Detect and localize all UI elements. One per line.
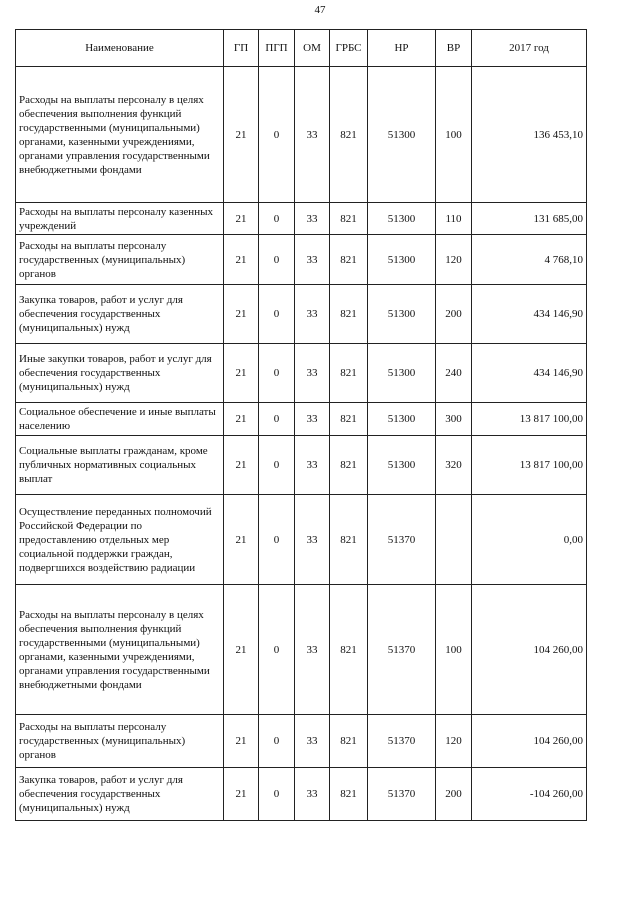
header-name: Наименование (16, 30, 224, 67)
page-number: 47 (314, 4, 326, 16)
table-row (16, 495, 587, 585)
table-row (16, 585, 587, 715)
row-name: Закупка товаров, работ и услуг для обеспечения государственных (муниципальных) нужд (16, 768, 224, 821)
row-name: Расходы на выплаты персоналу в целях обеспечения выполнения функций государственными (муниципальными) органами, казенными учреждениями, органами управления государственными внебюджетными фондами (16, 585, 224, 715)
row-pgp: 0 (259, 67, 295, 203)
table-row (16, 285, 587, 344)
row-vr: 110 (436, 203, 472, 235)
row-amount: 104 260,00 (472, 715, 587, 768)
row-gp: 21 (224, 285, 259, 344)
row-nr: 51370 (368, 715, 436, 768)
row-nr: 51300 (368, 285, 436, 344)
row-pgp: 0 (259, 235, 295, 285)
row-om: 33 (295, 285, 330, 344)
header-vr: ВР (436, 30, 472, 67)
row-nr: 51370 (368, 585, 436, 715)
table-row (16, 436, 587, 495)
row-name: Осуществление переданных полномочий Российской Федерации по предоставлению отдельных мер социальной поддержки граждан, подвергшихся воздействию радиации (16, 495, 224, 585)
row-vr: 100 (436, 67, 472, 203)
row-amount: 13 817 100,00 (472, 436, 587, 495)
row-om: 33 (295, 715, 330, 768)
row-pgp: 0 (259, 436, 295, 495)
row-om: 33 (295, 67, 330, 203)
row-nr: 51300 (368, 344, 436, 403)
row-pgp: 0 (259, 285, 295, 344)
row-vr: 240 (436, 344, 472, 403)
row-gp: 21 (224, 585, 259, 715)
row-om: 33 (295, 585, 330, 715)
row-grbs: 821 (330, 768, 368, 821)
row-name: Расходы на выплаты персоналу государственных (муниципальных) органов (16, 235, 224, 285)
row-pgp: 0 (259, 768, 295, 821)
row-om: 33 (295, 436, 330, 495)
row-gp: 21 (224, 203, 259, 235)
row-grbs: 821 (330, 285, 368, 344)
row-nr: 51300 (368, 436, 436, 495)
row-name: Социальные выплаты гражданам, кроме публичных нормативных социальных выплат (16, 436, 224, 495)
row-vr: 320 (436, 436, 472, 495)
table-row (16, 203, 587, 235)
row-grbs: 821 (330, 495, 368, 585)
header-pgp: ПГП (259, 30, 295, 67)
row-vr: 120 (436, 235, 472, 285)
row-nr: 51300 (368, 203, 436, 235)
row-pgp: 0 (259, 203, 295, 235)
row-name: Расходы на выплаты персоналу в целях обеспечения выполнения функций государственными (муниципальными) органами, казенными учреждениями, органами управления государственными внебюджетными фондами (16, 67, 224, 203)
row-grbs: 821 (330, 403, 368, 436)
row-grbs: 821 (330, 585, 368, 715)
table-row (16, 403, 587, 436)
row-name: Расходы на выплаты персоналу государственных (муниципальных) органов (16, 715, 224, 768)
row-om: 33 (295, 495, 330, 585)
row-gp: 21 (224, 768, 259, 821)
row-nr: 51300 (368, 235, 436, 285)
row-name: Социальное обеспечение и иные выплаты населению (16, 403, 224, 436)
row-pgp: 0 (259, 344, 295, 403)
row-nr: 51300 (368, 403, 436, 436)
header-nr: НР (368, 30, 436, 67)
row-om: 33 (295, 768, 330, 821)
row-amount: 434 146,90 (472, 344, 587, 403)
row-name: Иные закупки товаров, работ и услуг для обеспечения государственных (муниципальных) нужд (16, 344, 224, 403)
row-amount: -104 260,00 (472, 768, 587, 821)
header-row (16, 30, 587, 67)
row-grbs: 821 (330, 235, 368, 285)
row-gp: 21 (224, 403, 259, 436)
row-nr: 51370 (368, 768, 436, 821)
row-amount: 13 817 100,00 (472, 403, 587, 436)
row-vr: 200 (436, 768, 472, 821)
header-om: ОМ (295, 30, 330, 67)
row-name: Расходы на выплаты персоналу казенных учреждений (16, 203, 224, 235)
row-amount: 0,00 (472, 495, 587, 585)
row-vr: 100 (436, 585, 472, 715)
row-om: 33 (295, 403, 330, 436)
header-grbs: ГРБС (330, 30, 368, 67)
row-gp: 21 (224, 67, 259, 203)
row-gp: 21 (224, 235, 259, 285)
row-om: 33 (295, 344, 330, 403)
row-pgp: 0 (259, 495, 295, 585)
row-amount: 4 768,10 (472, 235, 587, 285)
row-vr: 300 (436, 403, 472, 436)
row-om: 33 (295, 235, 330, 285)
row-gp: 21 (224, 715, 259, 768)
row-vr: 200 (436, 285, 472, 344)
row-grbs: 821 (330, 67, 368, 203)
row-amount: 434 146,90 (472, 285, 587, 344)
row-gp: 21 (224, 495, 259, 585)
row-pgp: 0 (259, 585, 295, 715)
table-row (16, 768, 587, 821)
row-grbs: 821 (330, 344, 368, 403)
row-amount: 104 260,00 (472, 585, 587, 715)
row-pgp: 0 (259, 715, 295, 768)
table-row (16, 344, 587, 403)
row-amount: 131 685,00 (472, 203, 587, 235)
row-grbs: 821 (330, 436, 368, 495)
row-grbs: 821 (330, 203, 368, 235)
header-amount: 2017 год (472, 30, 587, 67)
row-vr (436, 495, 472, 585)
row-pgp: 0 (259, 403, 295, 436)
row-grbs: 821 (330, 715, 368, 768)
table-row (16, 67, 587, 203)
row-vr: 120 (436, 715, 472, 768)
row-om: 33 (295, 203, 330, 235)
row-nr: 51370 (368, 495, 436, 585)
budget-table (15, 29, 587, 821)
row-gp: 21 (224, 436, 259, 495)
row-amount: 136 453,10 (472, 67, 587, 203)
header-gp: ГП (224, 30, 259, 67)
table-row (16, 235, 587, 285)
row-name: Закупка товаров, работ и услуг для обеспечения государственных (муниципальных) нужд (16, 285, 224, 344)
row-nr: 51300 (368, 67, 436, 203)
table-row (16, 715, 587, 768)
row-gp: 21 (224, 344, 259, 403)
